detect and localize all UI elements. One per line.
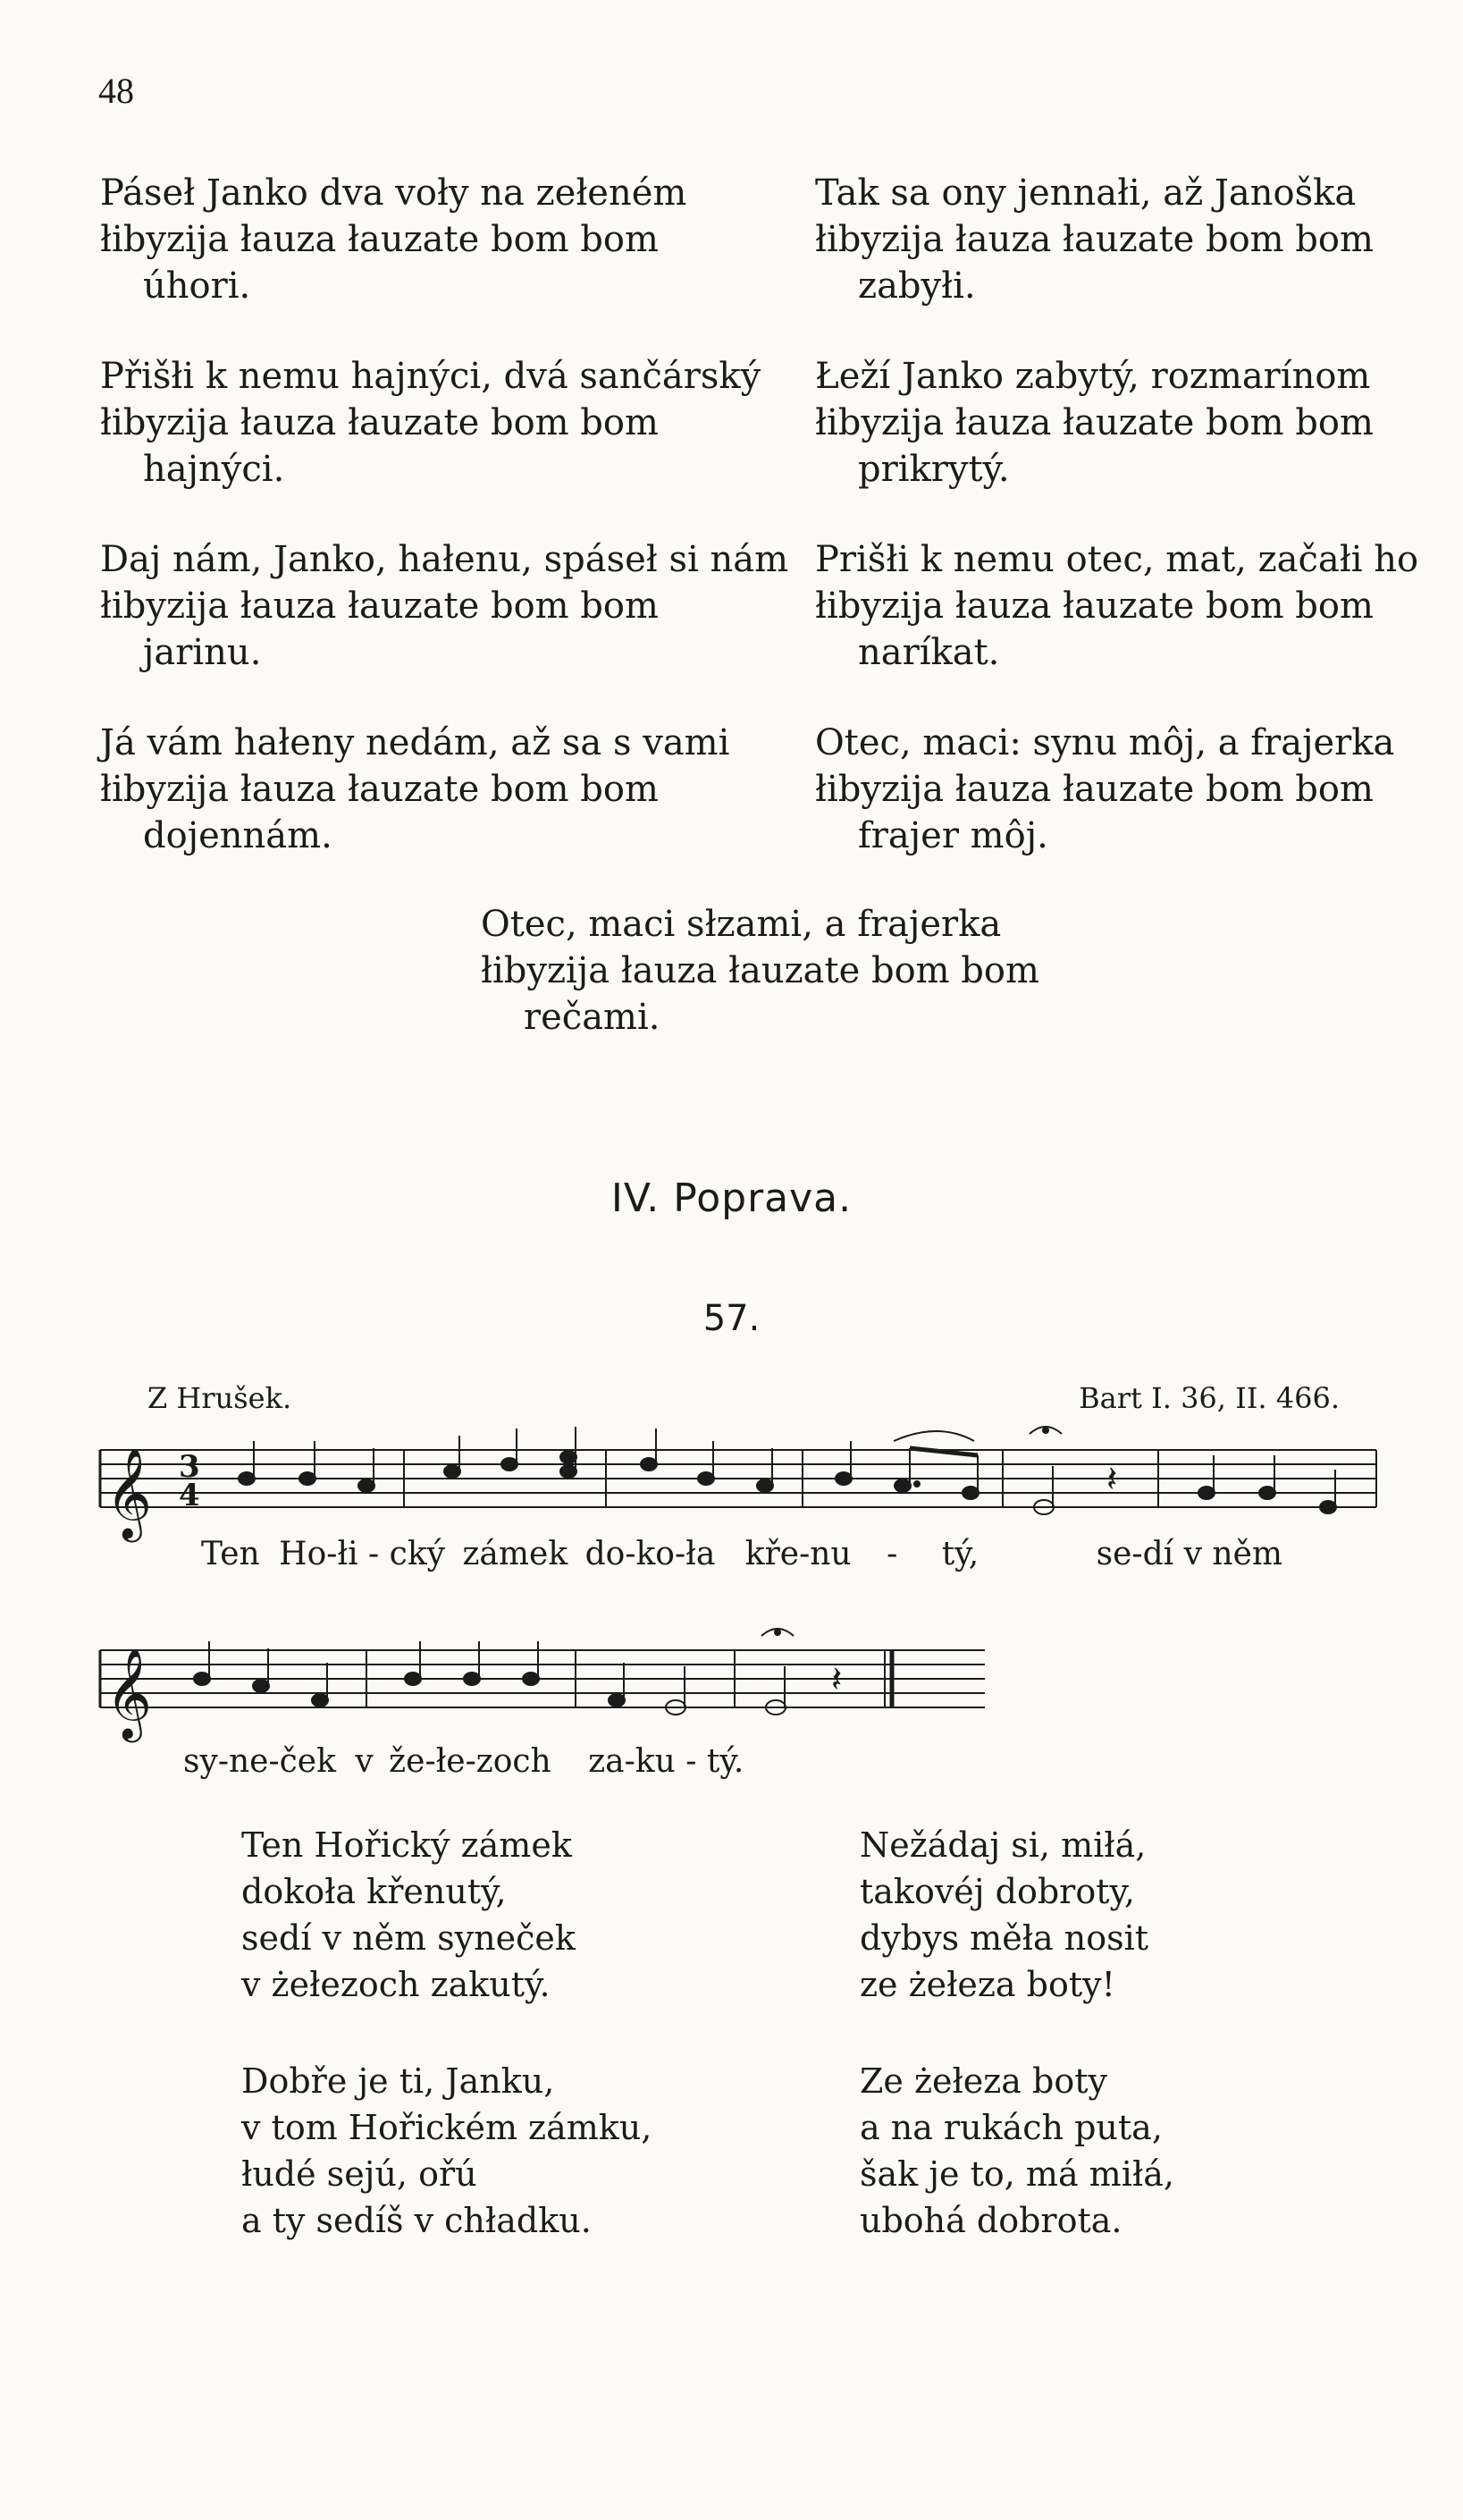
- lyric-syllable: ne-: [228, 1743, 280, 1780]
- lyric-hyphen: -: [1131, 1536, 1143, 1572]
- refrain-line: łibyzija łauza łauzate bom bom: [100, 586, 659, 627]
- verse-line: v żełezoch zakutý.: [241, 1965, 551, 2004]
- verse-right-2: [860, 2058, 1174, 2244]
- note-head: [501, 1458, 517, 1471]
- lyric-hyphen: -: [625, 1536, 636, 1572]
- refrain-line: łibyzija łauza łauzate bom bom: [481, 950, 1039, 991]
- verse-line: rečami.: [524, 997, 660, 1038]
- verse-line: a na rukách puta,: [860, 2108, 1163, 2147]
- verse-line: Nežádaj si, miłá,: [860, 1825, 1147, 1865]
- lyric-syllable: že-łe-zoch: [389, 1743, 551, 1780]
- note-head: [1320, 1501, 1336, 1513]
- note-head: [253, 1680, 269, 1692]
- rest-icon: 𝄽: [1106, 1459, 1118, 1500]
- verse-line: v tom Hořickém zámku,: [241, 2108, 652, 2147]
- note-head: [757, 1479, 773, 1492]
- verse-line: Páseł Janko dva voły na zełeném: [100, 173, 687, 214]
- verse-line: Łeží Janko zabytý, rozmarínom: [815, 356, 1371, 397]
- lyric-syllable: v: [355, 1743, 374, 1780]
- lyrics-line-1: [201, 1536, 1282, 1572]
- lyric-syllable: se: [1096, 1536, 1132, 1572]
- lyric-syllable: dí: [1142, 1536, 1174, 1572]
- lyric-syllable: za-ku: [588, 1743, 676, 1780]
- note-head: [698, 1472, 714, 1485]
- note-head: [609, 1694, 625, 1707]
- lyric-hyphen: -: [217, 1743, 229, 1780]
- note-head: [358, 1479, 374, 1492]
- lyric-syllable: do: [584, 1536, 626, 1572]
- verse-line: jarinu.: [143, 632, 262, 673]
- verse-line: Ze żełeza boty: [860, 2061, 1107, 2101]
- verse-line: ze żełeza boty!: [860, 1965, 1115, 2004]
- note-head: [464, 1673, 480, 1685]
- lyric-hyphen: -: [674, 1536, 686, 1572]
- verse-line: dybys měła nosit: [860, 1918, 1149, 1958]
- section-title: IV. Poprava.: [610, 1176, 853, 1221]
- refrain-line: łibyzija łauza łauzate bom bom: [815, 219, 1374, 260]
- lyric-syllable: Ho-łi: [279, 1536, 358, 1572]
- verse-line: Přišłi k nemu hajnýci, dvá sančárský: [100, 356, 761, 397]
- song-number: 57.: [702, 1298, 761, 1339]
- note-head: [194, 1673, 210, 1685]
- verse-line: úhori.: [143, 265, 251, 307]
- verse-line: Ten Hořický zámek: [241, 1825, 572, 1865]
- note-head: [1198, 1487, 1215, 1499]
- note-head: [239, 1472, 255, 1485]
- lyric-hyphen: -: [799, 1536, 811, 1572]
- note-head: [963, 1487, 979, 1499]
- verse-line: Dobře je ti, Janku,: [241, 2061, 555, 2101]
- note-head: [312, 1694, 328, 1707]
- lyric-hyphen: -: [887, 1536, 898, 1572]
- verse-left-2: [241, 2058, 652, 2244]
- verse-line: a ty sedíš v chładku.: [241, 2201, 592, 2240]
- verse-left-1: [241, 1822, 576, 2008]
- verse-line: hajnýci.: [143, 449, 285, 490]
- lyric-syllable: ła: [685, 1536, 716, 1572]
- song-origin: Z Hrušek.: [147, 1381, 292, 1415]
- verse-line: dojennám.: [143, 815, 332, 856]
- lyric-hyphen: -: [685, 1743, 697, 1780]
- verse-line: frajer môj.: [858, 815, 1048, 856]
- note-head: [560, 1451, 576, 1463]
- lyrics-line-2: [183, 1743, 744, 1780]
- verse-line: Otec, maci słzami, a frajerka: [481, 904, 1002, 945]
- treble-clef-icon: 𝄞: [105, 1647, 153, 1739]
- note-head: [836, 1472, 852, 1485]
- verse-line: Otec, maci: synu môj, a frajerka: [815, 722, 1395, 763]
- song-reference: Bart I. 36, II. 466.: [1079, 1381, 1340, 1415]
- verse-line: šak je to, má miłá,: [860, 2154, 1174, 2194]
- lyric-syllable: zámek: [462, 1536, 568, 1572]
- verse-line: ubohá dobrota.: [860, 2201, 1122, 2240]
- rest-icon: 𝄽: [831, 1659, 843, 1700]
- verse-line: Prišłi k nemu otec, mat, začałi ho: [815, 539, 1419, 580]
- refrain-line: łibyzija łauza łauzate bom bom: [815, 586, 1374, 627]
- lyric-syllable: ček: [279, 1743, 336, 1780]
- refrain-line: łibyzija łauza łauzate bom bom: [100, 769, 659, 810]
- note-head: [299, 1472, 315, 1485]
- lyric-syllable: nu: [810, 1536, 852, 1572]
- verse-line: takovéj dobroty,: [860, 1872, 1135, 1911]
- lyric-syllable: sy: [183, 1743, 218, 1780]
- verse-line: Daj nám, Janko, hałenu, spáseł si nám: [100, 539, 789, 580]
- note-head: [895, 1479, 911, 1492]
- verse-line: dokoła křenutý,: [241, 1872, 507, 1911]
- refrain-line: łibyzija łauza łauzate bom bom: [100, 402, 659, 443]
- verse-line: Tak sa ony jennałi, až Janoška: [815, 173, 1357, 214]
- refrain-line: łibyzija łauza łauzate bom bom: [100, 219, 659, 260]
- lyric-syllable: cký: [389, 1536, 445, 1572]
- lyric-syllable: ko: [635, 1536, 675, 1572]
- lyric-hyphen: -: [368, 1536, 380, 1572]
- note-head: [444, 1465, 460, 1478]
- note-head: [641, 1458, 657, 1471]
- note-head: [405, 1673, 421, 1685]
- lyric-syllable: Ten: [201, 1536, 260, 1572]
- verse-line: zabyłi.: [858, 265, 976, 307]
- note-head: [523, 1673, 539, 1685]
- verse-line: łudé sejú, ořú: [241, 2154, 477, 2194]
- verse-right-1: [860, 1822, 1148, 2008]
- refrain-line: łibyzija łauza łauzate bom bom: [815, 769, 1374, 810]
- time-signature-bottom: 4: [179, 1478, 200, 1513]
- verse-line: naríkat.: [858, 632, 1000, 673]
- lyric-syllable: něm: [1212, 1536, 1283, 1572]
- refrain-line: łibyzija łauza łauzate bom bom: [815, 402, 1374, 443]
- time-signature-top: 3: [179, 1449, 200, 1485]
- treble-clef-icon: 𝄞: [105, 1446, 153, 1538]
- lyric-syllable: tý,: [941, 1536, 980, 1572]
- lyric-syllable: kře: [744, 1536, 800, 1572]
- verse-line: Já vám hałeny nedám, až sa s vami: [100, 722, 730, 763]
- verse-line: prikrytý.: [858, 449, 1010, 490]
- page-number: 48: [98, 71, 134, 111]
- lyric-syllable: v: [1183, 1536, 1202, 1572]
- verse-line: sedí v něm syneček: [241, 1918, 576, 1958]
- note-head: [1259, 1487, 1275, 1499]
- lyric-syllable: tý.: [706, 1743, 744, 1780]
